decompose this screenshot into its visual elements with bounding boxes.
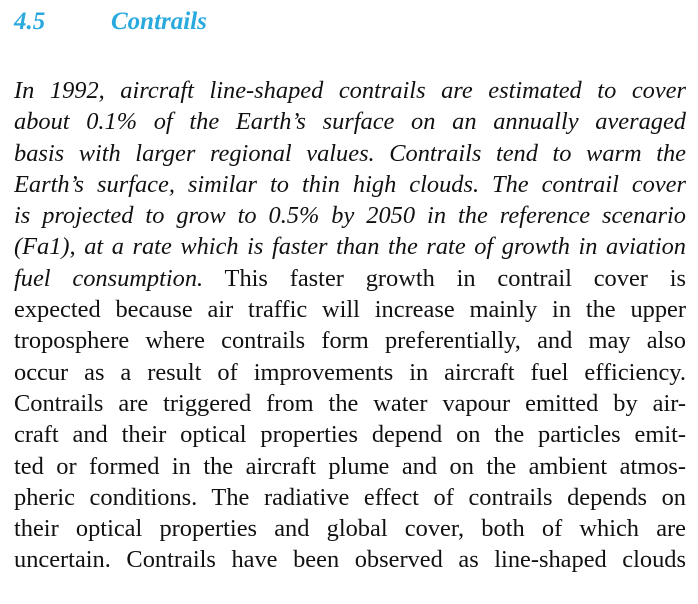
paragraph-line: expected because air traffic will increase mainly in the upper <box>14 296 686 324</box>
section-title: Contrails <box>111 8 207 35</box>
paragraph-line: (Fa1), at a rate which is faster than the rate of growth in aviation <box>14 233 686 261</box>
paragraph-line: troposphere where contrails form preferentially, and may also <box>14 327 686 355</box>
paragraph-line: is projected to grow to 0.5% by 2050 in the reference scenario <box>14 202 686 230</box>
paragraph-line: basis with larger regional values. Contrails tend to warm the <box>14 139 686 167</box>
paragraph-line: their optical properties and global cover, both of which are <box>14 515 686 543</box>
paragraph-line: occur as a result of improvements in aircraft fuel efficiency. <box>14 358 686 386</box>
paragraph-line: ted or formed in the aircraft plume and on the ambient atmos- <box>14 452 686 480</box>
body-paragraph <box>14 75 686 576</box>
paragraph-line: Contrails are triggered from the water vapour emitted by air- <box>14 389 686 417</box>
italic-phrase: fuel consumption. <box>14 264 204 292</box>
paragraph-line: uncertain. Contrails have been observed as line-shaped clouds <box>14 546 686 574</box>
paragraph-line: craft and their optical properties depend on the particles emit- <box>14 421 686 449</box>
document-page <box>14 6 686 576</box>
paragraph-line-mixed <box>14 263 686 294</box>
roman-phrase: This faster growth in contrail cover is <box>224 264 686 292</box>
section-number: 4.5 <box>14 8 46 35</box>
section-heading <box>14 6 686 38</box>
paragraph-line: In 1992, aircraft line-shaped contrails are estimated to cover <box>14 77 686 104</box>
paragraph-line: Earth’s surface, similar to thin high clouds. The contrail cover <box>14 170 686 198</box>
paragraph-line: pheric conditions. The radiative effect of contrails depends on <box>14 483 686 511</box>
paragraph-line: about 0.1% of the Earth’s surface on an annually averaged <box>14 108 686 136</box>
